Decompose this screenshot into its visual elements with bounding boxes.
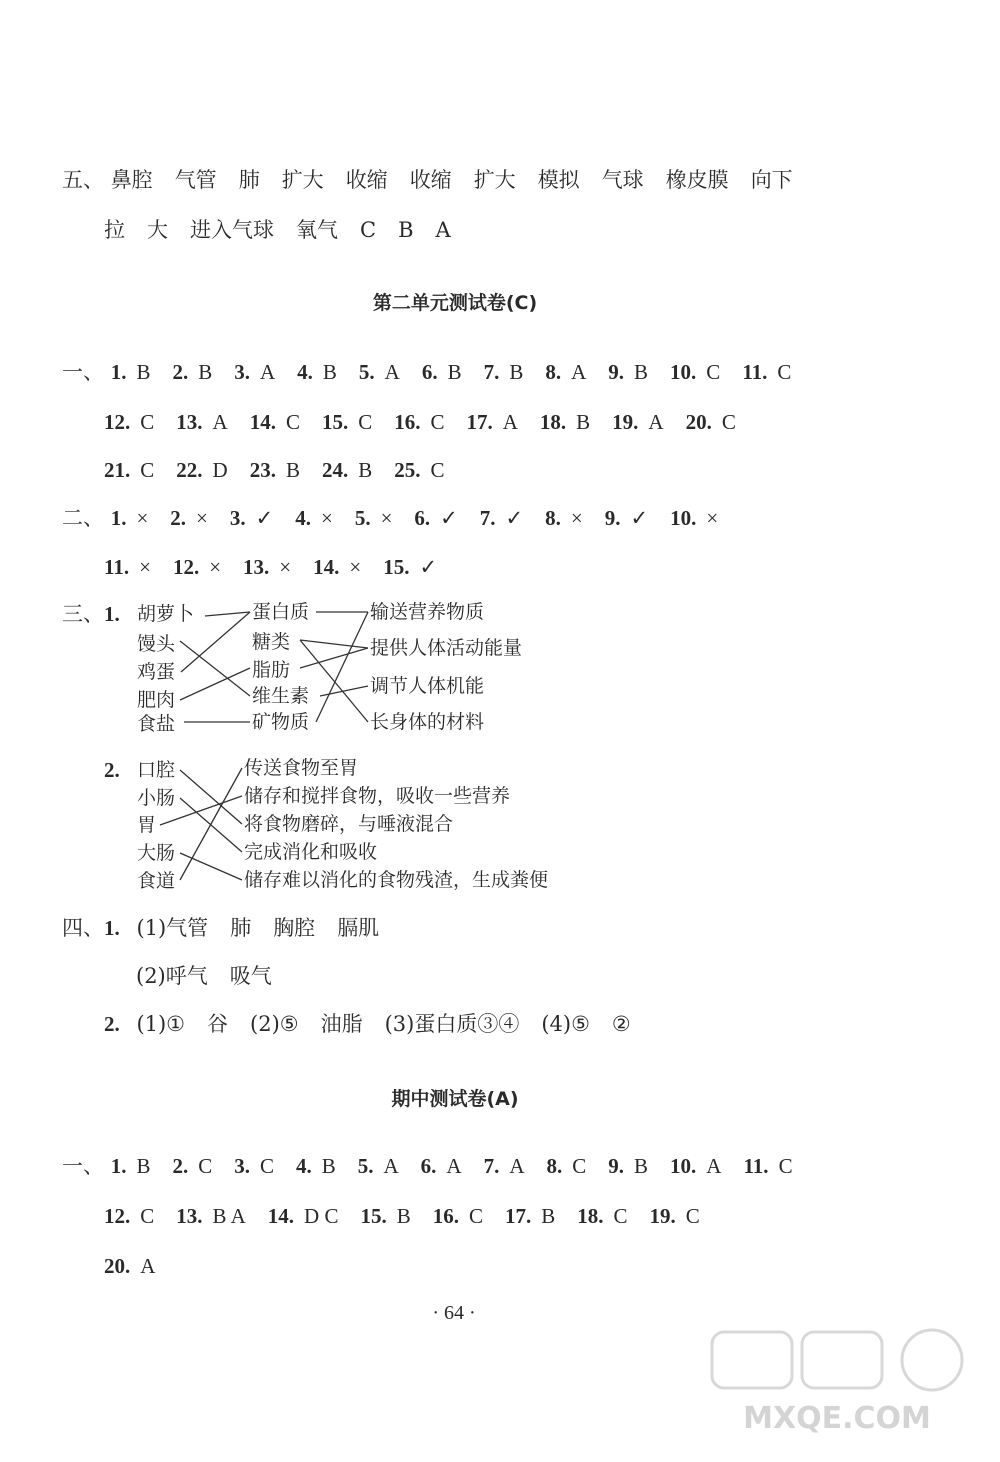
answer-value: ✓	[419, 555, 438, 579]
midterm-part1-row1	[62, 1152, 815, 1180]
answer-value: C	[468, 1204, 483, 1228]
unit2c-part1-prefix: 一、	[62, 360, 104, 384]
food-item: 食盐	[137, 713, 176, 735]
match-line	[160, 796, 242, 825]
question-number: 2.	[170, 506, 187, 530]
answer-item	[360, 1202, 410, 1230]
answer-word: 大	[147, 218, 168, 242]
function-item: 调节人体机能	[370, 675, 485, 697]
answer-value: D	[212, 458, 228, 482]
answer-value: ×	[706, 506, 719, 530]
question-number: 11.	[743, 1154, 769, 1178]
answer-value: B	[285, 458, 300, 482]
answer-value: B	[136, 360, 151, 384]
answer-value: A	[384, 360, 400, 384]
answer-value: B	[509, 360, 524, 384]
question-number: 2.	[172, 1154, 189, 1178]
question-number: 19.	[612, 410, 639, 434]
answer-item	[505, 1202, 555, 1230]
question-number: 1.	[104, 602, 120, 626]
unit2c-part4-prefix: 四、	[62, 916, 104, 940]
answer-word: 肺	[238, 168, 260, 192]
nutrient-item: 维生素	[252, 685, 310, 707]
question-number: 7.	[483, 360, 500, 384]
answer-value: B	[198, 360, 213, 384]
question-number: 1.	[110, 360, 127, 384]
question-number: 10.	[670, 506, 697, 530]
part4-q2-items	[136, 1012, 652, 1036]
answer-word: 油脂	[320, 1012, 363, 1036]
answer-item	[484, 1152, 525, 1180]
answer-word: 扩大	[281, 168, 324, 192]
question-number: 12.	[172, 555, 200, 579]
answer-item	[296, 1152, 336, 1180]
answer-value: C	[140, 1204, 155, 1228]
question-number: 9.	[604, 506, 621, 530]
question-number: 1.	[104, 916, 120, 940]
answer-value: C	[778, 1154, 793, 1178]
answer-value: ✓	[440, 506, 458, 530]
question-number: 18.	[539, 410, 567, 434]
answer-word: 肺	[230, 916, 252, 940]
match-line	[180, 668, 250, 700]
answer-value: C	[140, 458, 155, 482]
question-number: 24.	[321, 458, 349, 482]
unit2c-part4-row3	[104, 1010, 653, 1038]
question-number: 15.	[383, 555, 410, 579]
answer-item	[234, 1152, 274, 1180]
answer-word: (4)⑤	[541, 1012, 590, 1036]
question-number: 3.	[234, 1154, 250, 1178]
question-number: 5.	[358, 360, 375, 384]
nutrient-item: 蛋白质	[252, 601, 310, 623]
answer-value: C	[285, 410, 300, 434]
nutrient-item: 脂肪	[252, 659, 291, 681]
question-number: 18.	[577, 1204, 604, 1228]
midterm-part1-row3	[104, 1252, 177, 1280]
digestion-function: 将食物磨碎，与唾液混合	[244, 813, 454, 835]
answer-word: 拉	[104, 218, 125, 242]
question-number: 23.	[249, 458, 276, 482]
answer-item	[608, 1152, 648, 1180]
match-line	[320, 686, 368, 696]
answer-value: ×	[136, 506, 149, 530]
answer-value: C	[259, 1154, 274, 1178]
question-number: 1.	[110, 1154, 127, 1178]
answer-word: 氧气	[296, 218, 338, 242]
answer-row	[104, 1254, 177, 1278]
answer-word: 吸气	[229, 964, 272, 988]
answer-value: ✓	[630, 506, 649, 530]
question-number: 9.	[608, 1154, 625, 1178]
answer-word: 收缩	[409, 168, 452, 192]
question-number: 10.	[670, 1154, 697, 1178]
answer-item	[176, 1202, 246, 1230]
answer-value: B	[358, 458, 373, 482]
organ-item: 食道	[137, 870, 176, 892]
answer-word: ②	[611, 1012, 631, 1036]
digestion-function: 储存和搅拌食物，吸收一些营养	[244, 785, 511, 807]
answer-value: B A	[212, 1204, 246, 1228]
question-number: 7.	[479, 506, 496, 530]
answer-value: ✓	[505, 506, 524, 530]
match-line	[205, 612, 250, 616]
answer-word: 鼻腔	[110, 168, 153, 192]
digestion-function: 传送食物至胃	[244, 757, 359, 779]
answer-item	[547, 1152, 587, 1180]
answer-value: A	[706, 1154, 722, 1178]
question-number: 5.	[357, 1154, 374, 1178]
digestion-function: 储存难以消化的食物残渣，生成粪便	[244, 869, 549, 891]
match-line	[300, 640, 368, 722]
question-number: 8.	[545, 506, 561, 530]
question-number: 6.	[414, 506, 431, 530]
answer-value: ×	[320, 506, 333, 530]
answer-value: ×	[349, 555, 362, 579]
answer-value: B	[322, 360, 337, 384]
answer-value: A	[383, 1154, 399, 1178]
answer-value: B	[447, 360, 462, 384]
food-item: 馒头	[137, 633, 176, 655]
answer-value: C	[613, 1204, 628, 1228]
food-item: 胡萝卜	[137, 603, 195, 625]
match-line	[180, 768, 242, 880]
answer-item	[650, 1202, 700, 1230]
question-number: 11.	[104, 555, 130, 579]
organ-item: 小肠	[137, 787, 176, 809]
answer-value: B	[634, 360, 649, 384]
answer-value: B	[541, 1204, 556, 1228]
answer-value: B	[321, 1154, 336, 1178]
answer-value: C	[140, 410, 155, 434]
answer-value: C	[358, 410, 373, 434]
midterm-part1-prefix: 一、	[62, 1154, 104, 1178]
food-item: 鸡蛋	[137, 661, 176, 683]
answer-word: (2)⑤	[250, 1012, 299, 1036]
part4-q1-line2	[136, 964, 294, 988]
answer-value: ×	[279, 555, 292, 579]
answer-value: ✓	[255, 506, 274, 530]
answer-word: 膈肌	[337, 916, 380, 940]
nutrient-item: 糖类	[252, 631, 291, 653]
question-number: 19.	[649, 1204, 676, 1228]
answer-word: (1)①	[136, 1012, 186, 1036]
question-number: 2.	[172, 360, 189, 384]
answer-value: C	[430, 410, 445, 434]
answer-word: 收缩	[345, 168, 388, 192]
organ-item: 胃	[137, 814, 157, 836]
match-line	[300, 648, 368, 668]
answer-word: 进入气球	[190, 218, 274, 242]
match-line	[300, 640, 368, 648]
answer-value: ×	[380, 506, 393, 530]
question-number: 6.	[421, 360, 438, 384]
answer-value: A	[140, 1254, 156, 1278]
answer-item	[358, 1152, 399, 1180]
question-number: 3.	[229, 506, 246, 530]
answer-item	[111, 1152, 151, 1180]
question-number: 12.	[104, 410, 131, 434]
organ-item: 口腔	[137, 759, 176, 781]
nutrient-item: 矿物质	[252, 711, 310, 733]
answer-word: 胸腔	[273, 916, 316, 940]
answer-value: C	[706, 360, 721, 384]
answer-value: B	[396, 1204, 411, 1228]
answer-value: C	[430, 458, 445, 482]
question-number: 10.	[670, 360, 697, 384]
answer-item	[577, 1202, 627, 1230]
answer-word: 模拟	[537, 168, 580, 192]
function-item: 输送营养物质	[370, 601, 485, 623]
unit2c-part3-prefix: 三、	[62, 602, 104, 626]
watermark-logo	[692, 1324, 982, 1444]
unit2c-part2-prefix: 二、	[62, 506, 104, 530]
answer-item	[172, 1152, 212, 1180]
question-number: 7.	[483, 1154, 500, 1178]
answer-value: C	[685, 1204, 700, 1228]
question-number: 4.	[297, 360, 313, 384]
page-number: · 64 ·	[432, 1302, 476, 1324]
question-number: 6.	[420, 1154, 437, 1178]
function-item: 长身体的材料	[370, 711, 485, 733]
answer-value: A	[509, 1154, 525, 1178]
midterm-part1-row2	[104, 1202, 722, 1230]
question-number: 8.	[546, 1154, 563, 1178]
answer-value: ×	[209, 555, 222, 579]
organ-item: 大肠	[137, 842, 176, 864]
answer-value: A	[259, 360, 276, 384]
unit2c-part4-row1	[62, 914, 401, 942]
answer-value: C	[777, 360, 792, 384]
answer-value: A	[648, 410, 664, 434]
answer-word: 扩大	[473, 168, 516, 192]
unit2c-title: 第二单元测试卷(C)	[372, 292, 538, 314]
question-number: 17.	[466, 410, 493, 434]
match-line	[180, 641, 250, 696]
question-number: 16.	[432, 1204, 459, 1228]
answer-item	[268, 1202, 339, 1230]
part4-q1-line1	[136, 916, 401, 940]
question-number: 22.	[176, 458, 203, 482]
question-number: 8.	[545, 360, 562, 384]
answer-value: ×	[139, 555, 151, 579]
match-line	[316, 612, 368, 722]
match-line	[181, 612, 250, 672]
answer-item	[670, 1152, 721, 1180]
answer-word: (1)气管	[136, 916, 209, 940]
question-number: 14.	[249, 410, 276, 434]
question-number: 3.	[234, 360, 250, 384]
question-number: 4.	[295, 506, 311, 530]
answer-value: B	[136, 1154, 151, 1178]
question-number: 1.	[110, 506, 127, 530]
answer-value: A	[571, 360, 587, 384]
answer-row	[104, 1204, 722, 1228]
answer-value: B	[576, 410, 591, 434]
answer-value: ×	[570, 506, 583, 530]
answer-value: C	[721, 410, 736, 434]
answer-value: C	[198, 1154, 213, 1178]
answer-word: C	[360, 218, 377, 242]
answer-word: (3)蛋白质③④	[384, 1012, 520, 1036]
answer-value: B	[634, 1154, 649, 1178]
question-number: 2.	[104, 1012, 120, 1036]
answer-word: 橡皮膜	[665, 168, 729, 192]
question-number: 2.	[104, 758, 120, 782]
answer-value: D C	[304, 1204, 339, 1228]
question-number: 13.	[176, 1204, 203, 1228]
answer-word: 谷	[207, 1012, 229, 1036]
answer-value: A	[212, 410, 228, 434]
answer-item	[433, 1202, 483, 1230]
answer-word: 气管	[174, 168, 217, 192]
answer-word: A	[435, 218, 451, 242]
function-item: 提供人体活动能量	[370, 637, 523, 659]
question-number: 15.	[360, 1204, 387, 1228]
answer-row	[111, 1154, 815, 1178]
question-number: 14.	[313, 555, 340, 579]
answer-value: A	[502, 410, 518, 434]
answer-word: 气球	[601, 168, 644, 192]
answer-value: A	[446, 1154, 462, 1178]
section5-prefix: 五、	[62, 168, 104, 192]
answer-value: ×	[196, 506, 208, 530]
match-line	[180, 770, 242, 824]
question-number: 13.	[243, 555, 270, 579]
answer-item	[104, 1252, 155, 1280]
question-number: 15.	[321, 410, 349, 434]
answer-item	[743, 1152, 792, 1180]
digestion-function: 完成消化和吸收	[244, 841, 378, 863]
food-item: 肥肉	[137, 689, 176, 711]
answer-word: 向下	[750, 168, 793, 192]
question-number: 25.	[394, 458, 421, 482]
question-number: 5.	[354, 506, 371, 530]
question-number: 4.	[295, 1154, 312, 1178]
answer-item	[421, 1152, 462, 1180]
watermark-url: MXQE.COM	[743, 1401, 931, 1436]
unit2c-part4-row2	[136, 962, 294, 990]
answer-word: (2)呼气	[136, 964, 208, 988]
question-number: 20.	[104, 1254, 131, 1278]
question-number: 17.	[505, 1204, 532, 1228]
question-number: 9.	[608, 360, 625, 384]
question-number: 11.	[742, 360, 768, 384]
midterm-title: 期中测试卷(A)	[391, 1088, 519, 1110]
answer-item	[104, 1202, 154, 1230]
answer-value: C	[572, 1154, 587, 1178]
question-number: 14.	[267, 1204, 295, 1228]
question-number: 13.	[176, 410, 203, 434]
question-number: 21.	[104, 458, 131, 482]
answer-word: B	[398, 218, 414, 242]
question-number: 16.	[394, 410, 421, 434]
question-number: 20.	[685, 410, 712, 434]
question-number: 12.	[104, 1204, 131, 1228]
match-line	[180, 853, 242, 880]
